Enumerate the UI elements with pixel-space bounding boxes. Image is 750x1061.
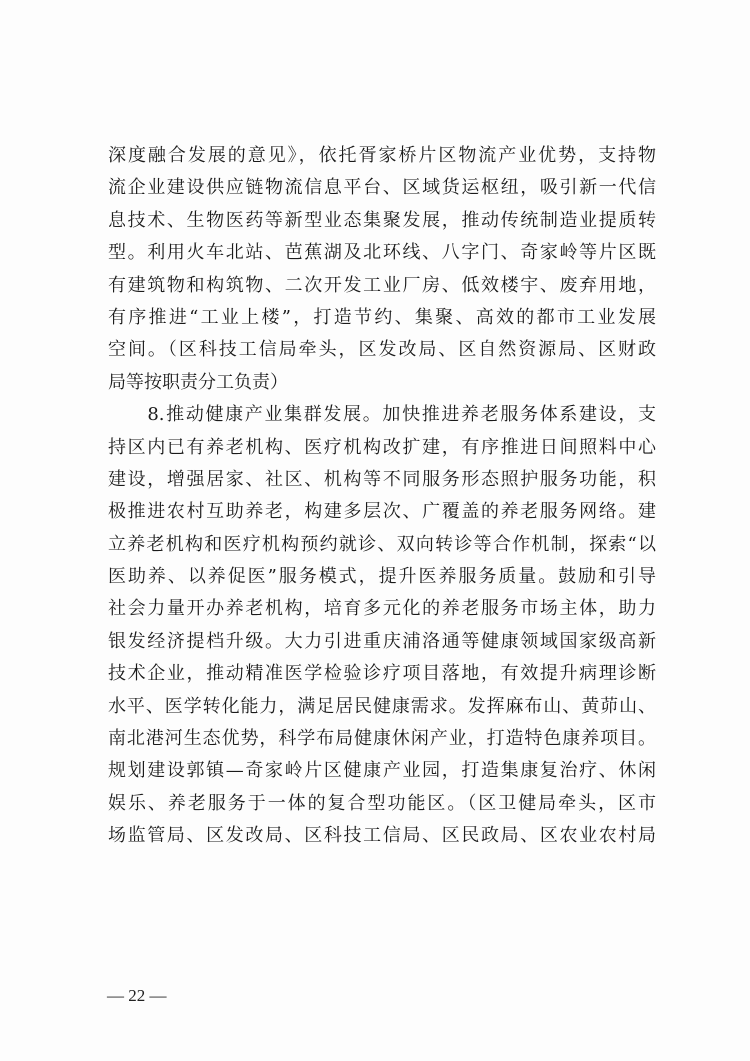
text-line: 社会力量开办养老机构，培育多元化的养老服务市场主体，助力	[108, 598, 656, 620]
text-line: 规划建设郭镇—奇家岭片区健康产业园，打造集康复治疗、休闲	[108, 760, 656, 782]
text-line: 持区内已有养老机构、医疗机构改扩建，有序推进日间照料中心	[108, 436, 656, 458]
text-line: 水平、医学转化能力，满足居民健康需求。发挥麻布山、黄茆山、	[108, 695, 656, 717]
section-heading-line: 8.推动健康产业集群发展。加快推进养老服务体系建设，支	[108, 404, 656, 426]
text-line: 建设，增强居家、社区、机构等不同服务形态照护服务功能，积	[108, 468, 656, 490]
text-line: 技术企业，推动精准医学检验诊疗项目落地，有效提升病理诊断	[108, 663, 656, 685]
text-line: 极推进农村互助养老，构建多层次、广覆盖的养老服务网络。建	[108, 501, 656, 523]
text-line: 南北港河生态优势，科学布局健康休闲产业，打造特色康养项目。	[108, 728, 656, 750]
text-line: 流企业建设供应链物流信息平台、区域货运枢纽，吸引新一代信	[108, 177, 656, 199]
page-number: — 22 —	[107, 986, 167, 1005]
text-line: 深度融合发展的意见》，依托胥家桥片区物流产业优势，支持物	[108, 145, 656, 166]
text-line: 有建筑物和构筑物、二次开发工业厂房、低效楼宇、废弃用地，	[108, 274, 656, 296]
text-line: 娱乐、养老服务于一体的复合型功能区。（区卫健局牵头，区市	[108, 792, 656, 814]
body-text	[108, 140, 656, 853]
text-line: 医助养、以养促医”服务模式，提升医养服务质量。鼓励和引导	[108, 566, 656, 588]
text-line: 型。利用火车北站、芭蕉湖及北环线、八字门、奇家岭等片区既	[108, 242, 656, 264]
text-line: 有序推进“工业上楼”，打造节约、集聚、高效的都市工业发展	[108, 306, 656, 328]
text-line: 息技术、生物医药等新型业态集聚发展，推动传统制造业提质转	[108, 209, 656, 231]
text-line: 银发经济提档升级。大力引进重庆浦洛通等健康领域国家级高新	[108, 630, 656, 652]
text-line: 立养老机构和医疗机构预约就诊、双向转诊等合作机制，探索“以	[108, 533, 656, 555]
text-line: 局等按职责分工负责）	[108, 371, 288, 393]
text-line: 空间。（区科技工信局牵头，区发改局、区自然资源局、区财政	[108, 339, 656, 361]
text-line: 场监管局、区发改局、区科技工信局、区民政局、区农业农村局	[108, 825, 656, 847]
